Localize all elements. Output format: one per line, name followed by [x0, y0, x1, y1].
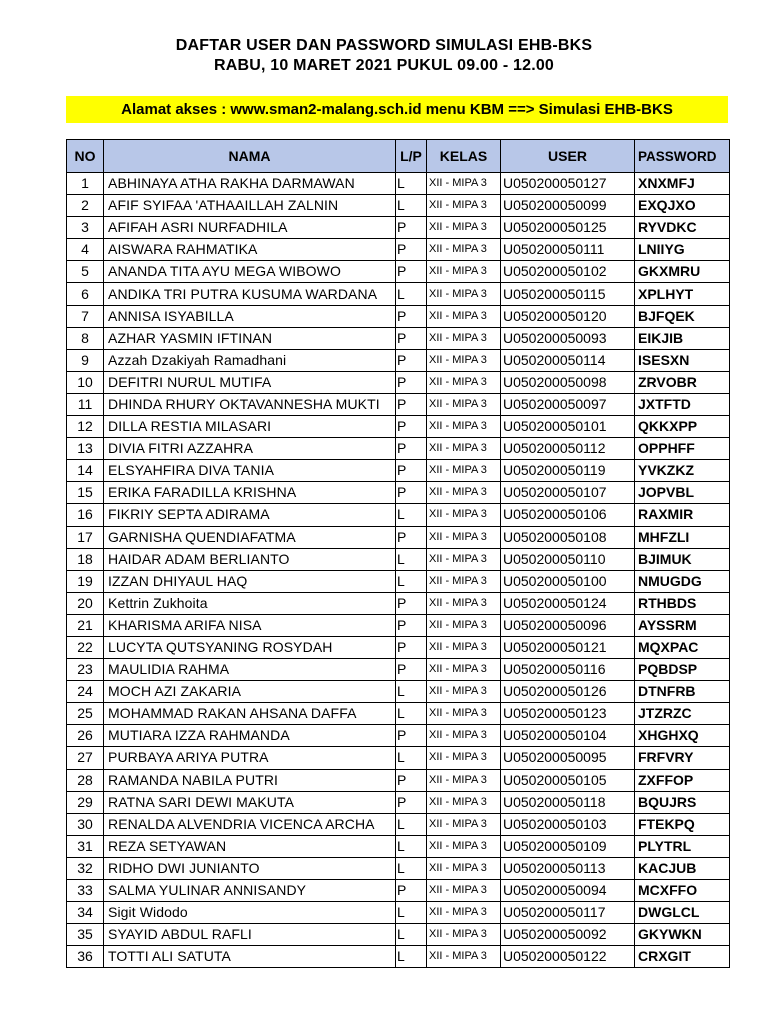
cell-password: EIKJIB: [635, 327, 730, 349]
cell-kelas: XII - MIPA 3: [427, 438, 501, 460]
cell-password: FRFVRY: [635, 747, 730, 769]
table-row: [67, 393, 730, 415]
cell-user: U050200050109: [501, 835, 635, 857]
cell-kelas: XII - MIPA 3: [427, 195, 501, 217]
cell-kelas: XII - MIPA 3: [427, 636, 501, 658]
cell-kelas: XII - MIPA 3: [427, 614, 501, 636]
cell-no: 19: [67, 570, 104, 592]
cell-password: GKYWKN: [635, 924, 730, 946]
cell-no: 7: [67, 305, 104, 327]
cell-no: 3: [67, 217, 104, 239]
cell-nama: DILLA RESTIA MILASARI: [104, 416, 396, 438]
cell-user: U050200050122: [501, 946, 635, 968]
cell-lp: L: [396, 835, 427, 857]
access-address-banner: Alamat akses : www.sman2-malang.sch.id menu KBM ==> Simulasi EHB-BKS: [66, 96, 728, 123]
column-header-user: USER: [501, 140, 635, 173]
table-row: [67, 261, 730, 283]
cell-lp: P: [396, 482, 427, 504]
cell-no: 4: [67, 239, 104, 261]
cell-no: 5: [67, 261, 104, 283]
cell-user: U050200050106: [501, 504, 635, 526]
cell-no: 25: [67, 703, 104, 725]
cell-user: U050200050108: [501, 526, 635, 548]
cell-nama: RENALDA ALVENDRIA VICENCA ARCHA: [104, 813, 396, 835]
table-row: [67, 835, 730, 857]
cell-nama: Azzah Dzakiyah Ramadhani: [104, 349, 396, 371]
cell-user: U050200050101: [501, 416, 635, 438]
cell-kelas: XII - MIPA 3: [427, 747, 501, 769]
cell-lp: P: [396, 526, 427, 548]
cell-no: 36: [67, 946, 104, 968]
table-row: [67, 504, 730, 526]
cell-user: U050200050110: [501, 548, 635, 570]
user-password-table: [66, 139, 730, 968]
cell-password: ZXFFOP: [635, 769, 730, 791]
cell-user: U050200050102: [501, 261, 635, 283]
cell-user: U050200050099: [501, 195, 635, 217]
cell-password: LNIIYG: [635, 239, 730, 261]
table-row: [67, 636, 730, 658]
cell-nama: AISWARA RAHMATIKA: [104, 239, 396, 261]
cell-kelas: XII - MIPA 3: [427, 857, 501, 879]
cell-no: 31: [67, 835, 104, 857]
cell-password: PQBDSP: [635, 659, 730, 681]
cell-user: U050200050119: [501, 460, 635, 482]
cell-no: 21: [67, 614, 104, 636]
document-subtitle-date: RABU, 10 MARET 2021 PUKUL 09.00 - 12.00: [213, 57, 555, 74]
cell-password: BJIMUK: [635, 548, 730, 570]
cell-password: AYSSRM: [635, 614, 730, 636]
cell-password: PLYTRL: [635, 835, 730, 857]
cell-lp: P: [396, 659, 427, 681]
cell-lp: P: [396, 349, 427, 371]
cell-user: U050200050092: [501, 924, 635, 946]
cell-nama: AZHAR YASMIN IFTINAN: [104, 327, 396, 349]
cell-lp: P: [396, 371, 427, 393]
table-row: [67, 725, 730, 747]
table-row: [67, 880, 730, 902]
cell-kelas: XII - MIPA 3: [427, 725, 501, 747]
table-header-row: [67, 140, 730, 173]
cell-no: 23: [67, 659, 104, 681]
cell-no: 30: [67, 813, 104, 835]
cell-nama: MOHAMMAD RAKAN AHSANA DAFFA: [104, 703, 396, 725]
cell-nama: MAULIDIA RAHMA: [104, 659, 396, 681]
cell-user: U050200050125: [501, 217, 635, 239]
cell-lp: P: [396, 438, 427, 460]
column-header-nama: NAMA: [104, 140, 396, 173]
cell-nama: DIVIA FITRI AZZAHRA: [104, 438, 396, 460]
table-row: [67, 659, 730, 681]
table-row: [67, 416, 730, 438]
cell-lp: P: [396, 261, 427, 283]
cell-no: 9: [67, 349, 104, 371]
cell-password: EXQJXO: [635, 195, 730, 217]
table-row: [67, 482, 730, 504]
cell-user: U050200050113: [501, 857, 635, 879]
cell-user: U050200050115: [501, 283, 635, 305]
cell-password: QKKXPP: [635, 416, 730, 438]
cell-password: RYVDKC: [635, 217, 730, 239]
table-row: [67, 791, 730, 813]
table-body: [67, 173, 730, 968]
cell-no: 1: [67, 173, 104, 195]
cell-kelas: XII - MIPA 3: [427, 327, 501, 349]
table-row: [67, 305, 730, 327]
cell-kelas: XII - MIPA 3: [427, 504, 501, 526]
cell-kelas: XII - MIPA 3: [427, 902, 501, 924]
cell-kelas: XII - MIPA 3: [427, 769, 501, 791]
cell-kelas: XII - MIPA 3: [427, 526, 501, 548]
cell-no: 18: [67, 548, 104, 570]
cell-user: U050200050107: [501, 482, 635, 504]
cell-lp: L: [396, 902, 427, 924]
cell-no: 20: [67, 592, 104, 614]
cell-no: 34: [67, 902, 104, 924]
cell-no: 29: [67, 791, 104, 813]
cell-kelas: XII - MIPA 3: [427, 813, 501, 835]
cell-kelas: XII - MIPA 3: [427, 349, 501, 371]
cell-password: ZRVOBR: [635, 371, 730, 393]
cell-user: U050200050104: [501, 725, 635, 747]
cell-no: 26: [67, 725, 104, 747]
cell-user: U050200050114: [501, 349, 635, 371]
cell-nama: ELSYAHFIRA DIVA TANIA: [104, 460, 396, 482]
cell-kelas: XII - MIPA 3: [427, 460, 501, 482]
cell-user: U050200050103: [501, 813, 635, 835]
cell-password: BQUJRS: [635, 791, 730, 813]
table-row: [67, 460, 730, 482]
cell-nama: Sigit Widodo: [104, 902, 396, 924]
table-row: [67, 592, 730, 614]
cell-password: FTEKPQ: [635, 813, 730, 835]
cell-password: JXTFTD: [635, 393, 730, 415]
cell-kelas: XII - MIPA 3: [427, 548, 501, 570]
cell-lp: P: [396, 725, 427, 747]
cell-user: U050200050124: [501, 592, 635, 614]
table-row: [67, 327, 730, 349]
cell-password: BJFQEK: [635, 305, 730, 327]
cell-lp: L: [396, 924, 427, 946]
cell-kelas: XII - MIPA 3: [427, 880, 501, 902]
cell-lp: L: [396, 195, 427, 217]
cell-lp: P: [396, 614, 427, 636]
cell-password: OPPHFF: [635, 438, 730, 460]
cell-user: U050200050094: [501, 880, 635, 902]
cell-no: 35: [67, 924, 104, 946]
cell-lp: L: [396, 570, 427, 592]
cell-kelas: XII - MIPA 3: [427, 703, 501, 725]
cell-nama: ANNISA ISYABILLA: [104, 305, 396, 327]
cell-password: MQXPAC: [635, 636, 730, 658]
cell-no: 27: [67, 747, 104, 769]
cell-kelas: XII - MIPA 3: [427, 659, 501, 681]
table-row: [67, 614, 730, 636]
cell-nama: RATNA SARI DEWI MAKUTA: [104, 791, 396, 813]
cell-password: XHGHXQ: [635, 725, 730, 747]
cell-kelas: XII - MIPA 3: [427, 592, 501, 614]
cell-nama: DEFITRI NURUL MUTIFA: [104, 371, 396, 393]
cell-user: U050200050096: [501, 614, 635, 636]
cell-no: 10: [67, 371, 104, 393]
cell-no: 14: [67, 460, 104, 482]
cell-nama: FIKRIY SEPTA ADIRAMA: [104, 504, 396, 526]
cell-user: U050200050095: [501, 747, 635, 769]
cell-nama: SALMA YULINAR ANNISANDY: [104, 880, 396, 902]
column-header-password: PASSWORD: [635, 140, 730, 173]
cell-nama: IZZAN DHIYAUL HAQ: [104, 570, 396, 592]
cell-kelas: XII - MIPA 3: [427, 924, 501, 946]
cell-nama: ERIKA FARADILLA KRISHNA: [104, 482, 396, 504]
cell-kelas: XII - MIPA 3: [427, 173, 501, 195]
cell-no: 15: [67, 482, 104, 504]
cell-kelas: XII - MIPA 3: [427, 261, 501, 283]
cell-kelas: XII - MIPA 3: [427, 239, 501, 261]
cell-password: MHFZLI: [635, 526, 730, 548]
cell-password: GKXMRU: [635, 261, 730, 283]
cell-user: U050200050123: [501, 703, 635, 725]
cell-kelas: XII - MIPA 3: [427, 835, 501, 857]
table-row: [67, 946, 730, 968]
cell-nama: LUCYTA QUTSYANING ROSYDAH: [104, 636, 396, 658]
cell-nama: GARNISHA QUENDIAFATMA: [104, 526, 396, 548]
cell-user: U050200050117: [501, 902, 635, 924]
cell-user: U050200050120: [501, 305, 635, 327]
cell-nama: DHINDA RHURY OKTAVANNESHA MUKTI: [104, 393, 396, 415]
cell-lp: L: [396, 747, 427, 769]
cell-kelas: XII - MIPA 3: [427, 393, 501, 415]
cell-kelas: XII - MIPA 3: [427, 305, 501, 327]
table-row: [67, 857, 730, 879]
cell-no: 6: [67, 283, 104, 305]
cell-lp: P: [396, 393, 427, 415]
cell-lp: L: [396, 283, 427, 305]
cell-user: U050200050097: [501, 393, 635, 415]
cell-kelas: XII - MIPA 3: [427, 791, 501, 813]
table-row: [67, 813, 730, 835]
cell-password: MCXFFO: [635, 880, 730, 902]
cell-no: 11: [67, 393, 104, 415]
cell-password: JTZRZC: [635, 703, 730, 725]
cell-password: DTNFRB: [635, 681, 730, 703]
cell-no: 17: [67, 526, 104, 548]
cell-lp: L: [396, 946, 427, 968]
cell-user: U050200050093: [501, 327, 635, 349]
cell-user: U050200050121: [501, 636, 635, 658]
cell-nama: AFIF SYIFAA 'ATHAAILLAH ZALNIN: [104, 195, 396, 217]
cell-password: ISESXN: [635, 349, 730, 371]
cell-no: 33: [67, 880, 104, 902]
cell-lp: L: [396, 173, 427, 195]
table-row: [67, 703, 730, 725]
cell-no: 28: [67, 769, 104, 791]
table-row: [67, 239, 730, 261]
cell-nama: MUTIARA IZZA RAHMANDA: [104, 725, 396, 747]
cell-lp: P: [396, 592, 427, 614]
cell-no: 24: [67, 681, 104, 703]
cell-lp: P: [396, 636, 427, 658]
cell-password: KACJUB: [635, 857, 730, 879]
cell-nama: PURBAYA ARIYA PUTRA: [104, 747, 396, 769]
cell-no: 22: [67, 636, 104, 658]
cell-user: U050200050100: [501, 570, 635, 592]
cell-no: 16: [67, 504, 104, 526]
table-row: [67, 173, 730, 195]
cell-nama: HAIDAR ADAM BERLIANTO: [104, 548, 396, 570]
cell-lp: L: [396, 857, 427, 879]
cell-nama: Kettrin Zukhoita: [104, 592, 396, 614]
cell-lp: P: [396, 305, 427, 327]
cell-password: XPLHYT: [635, 283, 730, 305]
cell-nama: REZA SETYAWAN: [104, 835, 396, 857]
cell-lp: L: [396, 504, 427, 526]
cell-kelas: XII - MIPA 3: [427, 371, 501, 393]
cell-lp: P: [396, 769, 427, 791]
cell-nama: RIDHO DWI JUNIANTO: [104, 857, 396, 879]
cell-lp: L: [396, 681, 427, 703]
table-row: [67, 769, 730, 791]
cell-user: U050200050118: [501, 791, 635, 813]
cell-nama: ANDIKA TRI PUTRA KUSUMA WARDANA: [104, 283, 396, 305]
cell-lp: P: [396, 217, 427, 239]
table-row: [67, 349, 730, 371]
document-title: DAFTAR USER DAN PASSWORD SIMULASI EHB-BKS: [175, 37, 593, 54]
cell-password: JOPVBL: [635, 482, 730, 504]
cell-nama: AFIFAH ASRI NURFADHILA: [104, 217, 396, 239]
cell-no: 32: [67, 857, 104, 879]
table-row: [67, 924, 730, 946]
cell-user: U050200050111: [501, 239, 635, 261]
cell-nama: ANANDA TITA AYU MEGA WIBOWO: [104, 261, 396, 283]
cell-password: CRXGIT: [635, 946, 730, 968]
cell-lp: P: [396, 327, 427, 349]
cell-kelas: XII - MIPA 3: [427, 570, 501, 592]
cell-password: XNXMFJ: [635, 173, 730, 195]
cell-password: YVKZKZ: [635, 460, 730, 482]
cell-kelas: XII - MIPA 3: [427, 946, 501, 968]
cell-kelas: XII - MIPA 3: [427, 482, 501, 504]
table-row: [67, 283, 730, 305]
cell-lp: P: [396, 239, 427, 261]
cell-nama: MOCH AZI ZAKARIA: [104, 681, 396, 703]
table-row: [67, 570, 730, 592]
cell-password: NMUGDG: [635, 570, 730, 592]
table-row: [67, 902, 730, 924]
table-row: [67, 217, 730, 239]
cell-user: U050200050126: [501, 681, 635, 703]
cell-lp: P: [396, 416, 427, 438]
cell-user: U050200050127: [501, 173, 635, 195]
cell-user: U050200050098: [501, 371, 635, 393]
cell-kelas: XII - MIPA 3: [427, 681, 501, 703]
table-row: [67, 548, 730, 570]
cell-no: 8: [67, 327, 104, 349]
cell-password: RAXMIR: [635, 504, 730, 526]
cell-password: DWGLCL: [635, 902, 730, 924]
cell-no: 12: [67, 416, 104, 438]
cell-lp: P: [396, 460, 427, 482]
table-row: [67, 195, 730, 217]
cell-kelas: XII - MIPA 3: [427, 217, 501, 239]
cell-lp: L: [396, 813, 427, 835]
cell-user: U050200050105: [501, 769, 635, 791]
cell-nama: RAMANDA NABILA PUTRI: [104, 769, 396, 791]
cell-lp: P: [396, 791, 427, 813]
cell-kelas: XII - MIPA 3: [427, 416, 501, 438]
cell-nama: TOTTI ALI SATUTA: [104, 946, 396, 968]
cell-no: 13: [67, 438, 104, 460]
table-row: [67, 681, 730, 703]
cell-nama: KHARISMA ARIFA NISA: [104, 614, 396, 636]
cell-no: 2: [67, 195, 104, 217]
cell-user: U050200050116: [501, 659, 635, 681]
column-header-no: NO: [67, 140, 104, 173]
cell-kelas: XII - MIPA 3: [427, 283, 501, 305]
table-row: [67, 438, 730, 460]
cell-lp: L: [396, 703, 427, 725]
cell-user: U050200050112: [501, 438, 635, 460]
table-row: [67, 371, 730, 393]
cell-nama: ABHINAYA ATHA RAKHA DARMAWAN: [104, 173, 396, 195]
cell-lp: L: [396, 548, 427, 570]
cell-password: RTHBDS: [635, 592, 730, 614]
column-header-kelas: KELAS: [427, 140, 501, 173]
table-row: [67, 747, 730, 769]
cell-lp: P: [396, 880, 427, 902]
column-header-lp: L/P: [396, 140, 427, 173]
cell-nama: SYAYID ABDUL RAFLI: [104, 924, 396, 946]
table-row: [67, 526, 730, 548]
